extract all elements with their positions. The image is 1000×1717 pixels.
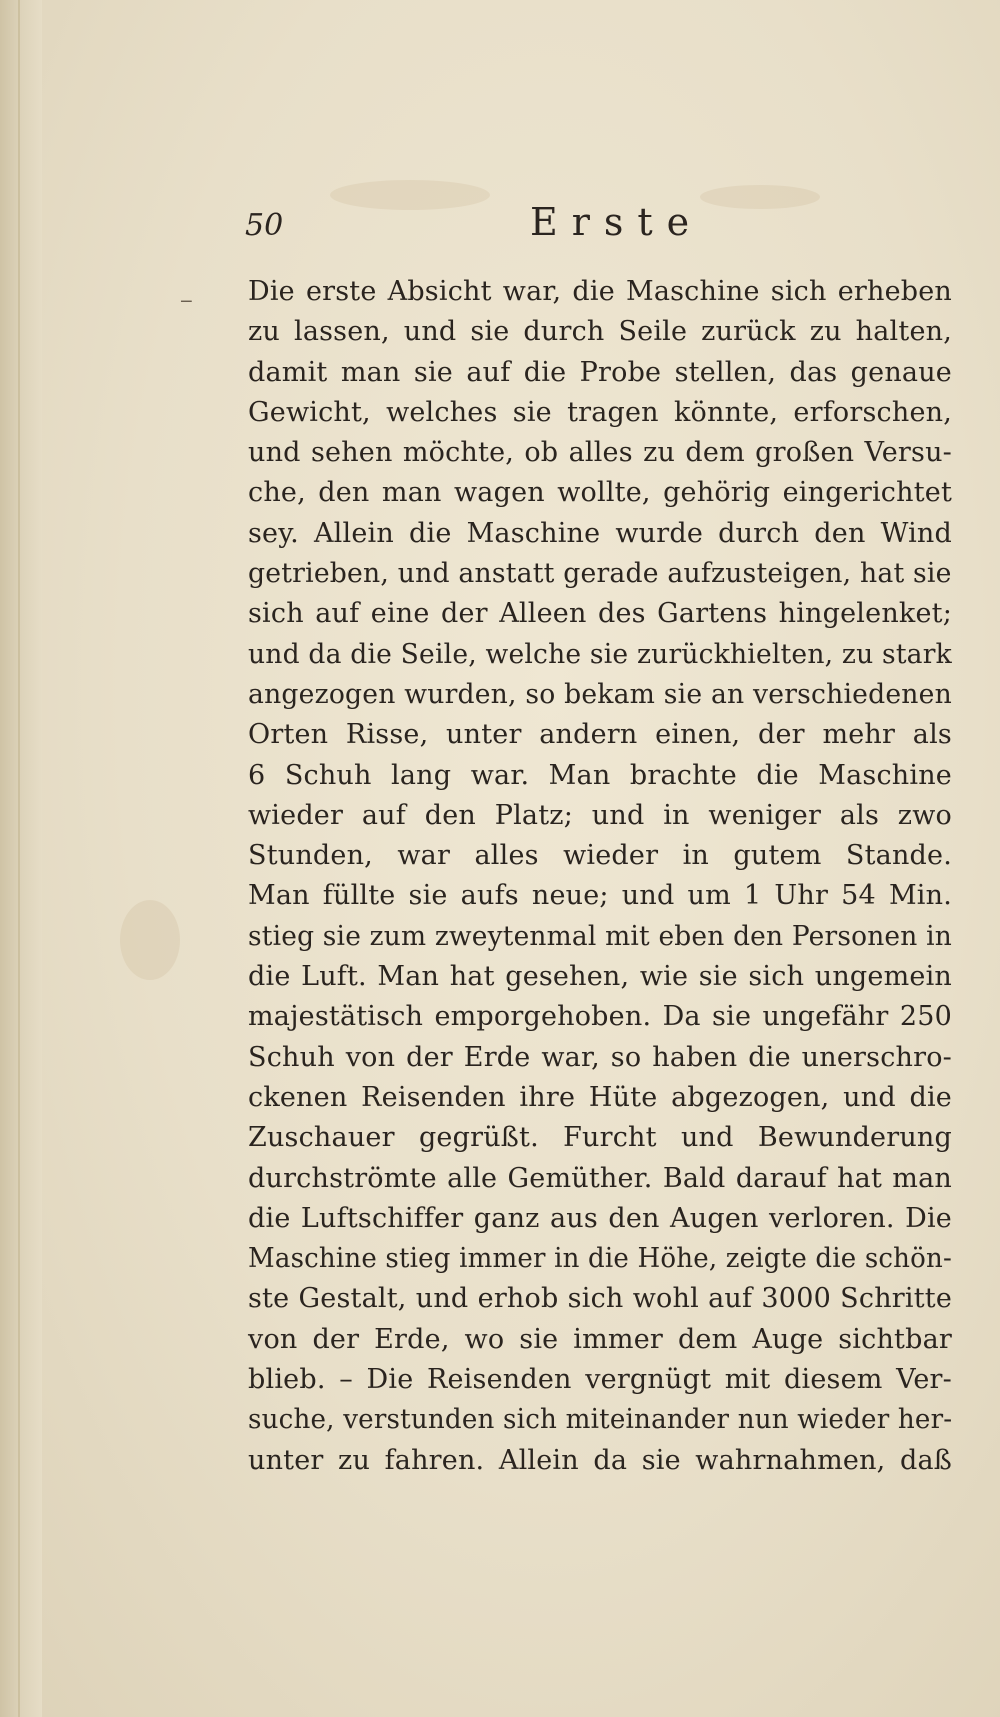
text-line: und da die Seile, welche sie zurückhielten, zu stark: [248, 638, 952, 670]
text-line: sey. Allein die Maschine wurde durch den Wind: [248, 517, 952, 549]
text-line: 6 Schuh lang war. Man brachte die Maschine: [248, 759, 952, 791]
text-line: Zuschauer gegrüßt. Furcht und Bewunderung: [248, 1122, 952, 1154]
text-line: majestätisch emporgehoben. Da sie ungefähr 250: [248, 1001, 952, 1033]
text-line: Man füllte sie aufs neue; und um 1 Uhr 54 Min.: [248, 880, 952, 912]
text-line: und sehen möchte, ob alles zu dem großen Versu-: [248, 437, 952, 469]
text-line: getrieben, und anstatt gerade aufzusteigen, hat sie: [248, 558, 952, 590]
text-line: wieder auf den Platz; und in weniger als zwo: [248, 799, 952, 831]
text-line: angezogen wurden, so bekam sie an verschiedenen: [248, 678, 952, 710]
spine-fold-line: [18, 0, 20, 1717]
margin-mark: ‒: [180, 288, 193, 312]
text-line: die Luftschiffer ganz aus den Augen verloren. Die: [248, 1202, 952, 1234]
text-line: che, den man wagen wollte, gehörig eingerichtet: [248, 477, 952, 509]
text-line: die Luft. Man hat gesehen, wie sie sich ungemein: [248, 961, 952, 993]
text-line: Stunden, war alles wieder in gutem Stande.: [248, 840, 952, 872]
page-spine-edge: [0, 0, 42, 1717]
text-line: blieb. – Die Reisenden vergnügt mit diesem Ver-: [248, 1364, 952, 1396]
text-line: Maschine stieg immer in die Höhe, zeigte die schön-: [248, 1243, 952, 1275]
text-line: durchströmte alle Gemüther. Bald darauf hat man: [248, 1162, 952, 1194]
text-line: suche, verstunden sich miteinander nun wieder her-: [248, 1404, 953, 1436]
text-line: stieg sie zum zweytenmal mit eben den Personen in: [248, 920, 952, 952]
page-number: 50: [245, 208, 284, 243]
text-line: zu lassen, und sie durch Seile zurück zu halten,: [248, 316, 952, 348]
text-line: damit man sie auf die Probe stellen, das genaue: [248, 356, 952, 388]
paper-stain: [120, 900, 180, 980]
text-line: Gewicht, welches sie tragen könnte, erforschen,: [248, 396, 952, 428]
text-line: Die erste Absicht war, die Maschine sich erheben: [248, 276, 952, 307]
text-line: ckenen Reisenden ihre Hüte abgezogen, und die: [248, 1081, 952, 1113]
page-header: [245, 200, 945, 260]
text-line: Schuh von der Erde war, so haben die unerschro-: [248, 1041, 952, 1073]
text-line: Orten Risse, unter andern einen, der mehr als: [248, 719, 952, 751]
text-line: von der Erde, wo sie immer dem Auge sichtbar: [248, 1323, 952, 1355]
text-line: unter zu fahren. Allein da sie wahrnahmen, daß: [248, 1444, 952, 1476]
text-line: sich auf eine der Alleen des Gartens hingelenket;: [248, 598, 952, 630]
running-head: Erste: [530, 200, 704, 244]
text-line: ste Gestalt, und erhob sich wohl auf 3000 Schritte: [248, 1283, 952, 1315]
body-text: [248, 272, 952, 1481]
